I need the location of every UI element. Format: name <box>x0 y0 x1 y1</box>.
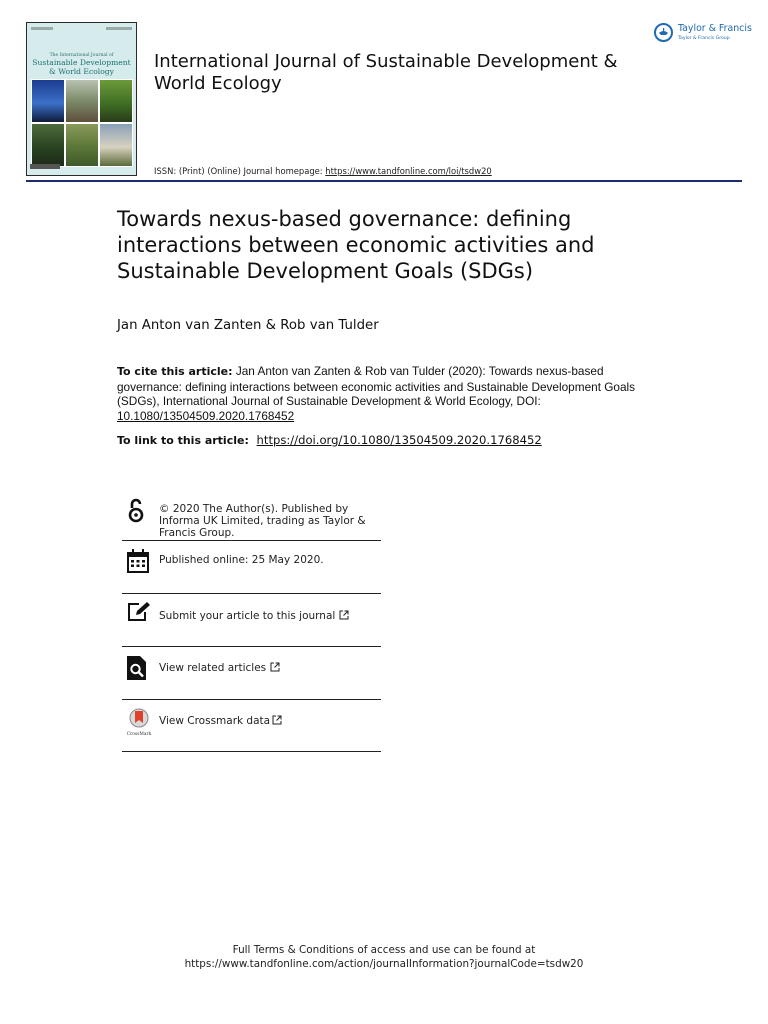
citation-block <box>117 364 637 423</box>
cover-volume-strip <box>106 27 132 30</box>
journal-homepage-link[interactable]: https://www.tandfonline.com/loi/tsdw20 <box>325 166 492 176</box>
published-date-text: Published online: 25 May 2020. <box>159 554 324 566</box>
external-link-icon <box>339 610 349 620</box>
publisher-name: Taylor & Francis <box>678 23 752 34</box>
crossmark-icon <box>125 708 153 737</box>
info-row-submit[interactable] <box>122 594 381 647</box>
article-link-line <box>117 433 542 447</box>
info-row-related[interactable] <box>122 647 381 700</box>
publisher-subname: Taylor & Francis Group <box>678 36 730 41</box>
submit-article-label: Submit your article to this journal <box>159 610 336 622</box>
cite-doi-link[interactable]: 10.1080/13504509.2020.1768452 <box>117 408 295 423</box>
article-authors: Jan Anton van Zanten & Rob van Tulder <box>117 318 379 333</box>
cover-publisher-mark <box>30 164 60 169</box>
cover-title-pre: The International Journal of <box>49 53 114 58</box>
calendar-icon <box>126 548 150 578</box>
cover-photo-sky <box>31 79 65 123</box>
journal-cover-image <box>26 22 137 176</box>
link-label: To link to this article: <box>117 434 249 447</box>
copyright-text: © 2020 The Author(s). Published by Informa UK Limited, trading as Taylor & Francis Group. <box>159 503 366 539</box>
info-row-published <box>122 541 381 594</box>
article-doi-link[interactable]: https://doi.org/10.1080/13504509.2020.1768452 <box>256 433 542 447</box>
terms-footer-url[interactable]: https://www.tandfonline.com/action/journalInformation?journalCode=tsdw20 <box>184 958 584 970</box>
external-link-icon <box>272 715 282 725</box>
info-row-divider <box>122 751 381 752</box>
cover-title-line-1: Sustainable Development <box>32 58 131 67</box>
cover-issn-strip <box>31 27 53 30</box>
journal-title: International Journal of Sustainable Development & World Ecology <box>154 51 618 94</box>
cover-title-line-2: & World Ecology <box>49 66 114 76</box>
cover-photo-forest <box>31 123 65 167</box>
info-row-crossmark[interactable] <box>122 700 381 752</box>
cover-title <box>27 59 136 76</box>
related-articles-link[interactable] <box>159 662 280 674</box>
terms-footer <box>0 943 768 971</box>
issn-text: ISSN: (Print) (Online) Journal homepage: <box>154 166 326 176</box>
edit-pencil-icon <box>126 600 152 628</box>
info-row-copyright <box>122 496 381 541</box>
external-link-icon <box>270 662 280 672</box>
header-divider <box>26 180 742 182</box>
cover-photo-farmer <box>99 79 133 123</box>
cite-label: To cite this article: <box>117 365 233 378</box>
taylor-francis-lamp-icon <box>654 23 673 42</box>
cite-text: Jan Anton van Zanten & Rob van Tulder (2020): Towards nexus-based governance: defining interactions between economic activities and Sustainable Development Goals (SDGs), International Journal of Sustainable Development & World Ecology, DOI: <box>117 364 636 408</box>
crossmark-data-label: View Crossmark data <box>159 715 271 727</box>
article-title: Towards nexus-based governance: defining interactions between economic activities and Sustainable Development Goals (SDGs) <box>117 207 595 283</box>
cover-photo-people <box>65 123 99 167</box>
submit-article-link[interactable] <box>159 610 349 622</box>
crossmark-icon-label: CrossMark <box>126 732 152 737</box>
cover-photo-village <box>65 79 99 123</box>
related-articles-search-icon <box>126 655 148 685</box>
crossmark-data-link[interactable] <box>159 715 282 727</box>
related-articles-label: View related articles <box>159 662 267 674</box>
open-access-icon <box>126 498 146 528</box>
terms-footer-line-1: Full Terms & Conditions of access and use can be found at <box>232 944 536 956</box>
issn-line <box>154 166 492 176</box>
cover-photo-hut <box>99 123 133 167</box>
taylor-francis-logo[interactable] <box>654 22 752 48</box>
